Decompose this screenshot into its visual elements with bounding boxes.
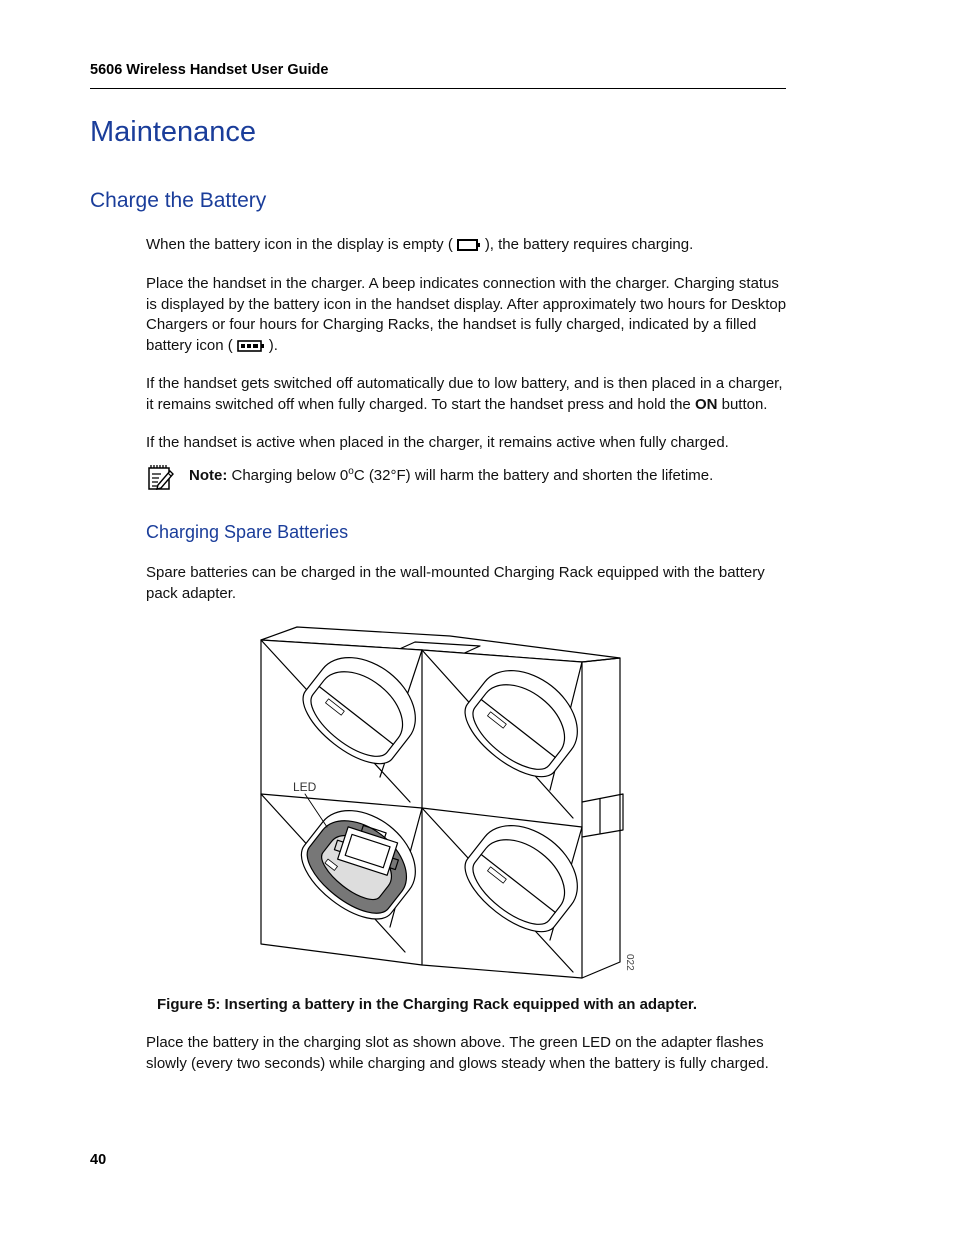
- paragraph-text: ), the battery requires charging.: [484, 236, 694, 253]
- paragraph-text: ).: [268, 336, 278, 354]
- charging-rack-figure: [255, 622, 640, 987]
- on-button-label: ON: [694, 395, 718, 413]
- note-text: C (32°F) will harm the battery and shorten the lifetime.: [353, 467, 714, 484]
- paragraph-empty-battery: [146, 235, 788, 259]
- page-title: Maintenance: [90, 116, 257, 148]
- led-label: LED: [293, 780, 317, 794]
- paragraph-active: If the handset is active when placed in the charger, it remains active when fully charged.: [146, 434, 729, 451]
- subsection-heading: Charging Spare Batteries: [146, 522, 349, 542]
- note-pencil-icon: [147, 463, 175, 496]
- note: [189, 466, 713, 486]
- paragraph-text: When the battery icon in the display is empty (: [146, 236, 453, 253]
- paragraph-led: Place the battery in the charging slot as shown above. The green LED on the adapter flashes slowly (every two seconds) while charging and glows steady when the battery is fully charged.: [146, 1034, 769, 1072]
- page-number: 40: [90, 1152, 107, 1168]
- paragraph-spare-batteries: Spare batteries can be charged in the wall-mounted Charging Rack equipped with the battery pack adapter.: [146, 564, 765, 602]
- battery-full-icon: [237, 339, 265, 360]
- section-heading: Charge the Battery: [90, 189, 267, 212]
- note-label: Note:: [189, 467, 228, 484]
- paragraph-text: If the handset gets switched off automatically due to low battery, and is then placed in a charger, it remains switched off when fully charged. To start the handset press and hold the: [146, 375, 783, 413]
- figure-caption: Figure 5: Inserting a battery in the Charging Rack equipped with an adapter.: [157, 996, 698, 1013]
- note-text: Charging below 0: [227, 467, 349, 484]
- paragraph-text: button.: [717, 395, 768, 413]
- figure-code: 022: [624, 954, 635, 971]
- header-divider: [90, 88, 786, 89]
- battery-empty-icon: [457, 238, 481, 259]
- paragraph-switched-off: [146, 374, 788, 415]
- paragraph-text: Place the handset in the charger. A beep indicates connection with the charger. Charging status is displayed by the battery icon in the handset display. After approximately two hours for Desktop Chargers or four hours for Charging Racks, the handset is fully charged, indicated by a filled battery icon (: [146, 275, 787, 354]
- degree-superscript: o: [348, 466, 354, 477]
- paragraph-charging-status: [146, 274, 788, 359]
- running-header: 5606 Wireless Handset User Guide: [90, 62, 329, 78]
